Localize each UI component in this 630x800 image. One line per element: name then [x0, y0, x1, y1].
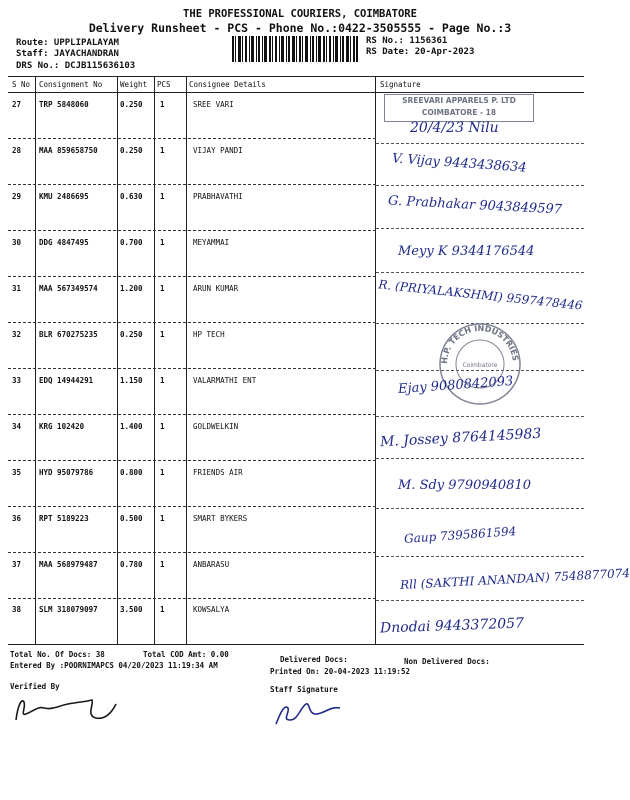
row-divider [8, 322, 376, 323]
row-consignment-no: RPT 5189223 [39, 514, 89, 523]
row-pcs: 1 [160, 238, 165, 247]
row-sno: 38 [12, 605, 22, 614]
total-cod: Total COD Amt: 0.00 [143, 650, 229, 659]
verified-by-label: Verified By [10, 682, 60, 691]
row-pcs: 1 [160, 422, 165, 431]
row-consignee: MEYAMMAI [193, 238, 230, 247]
row-consignee: SMART BYKERS [193, 514, 248, 523]
row-sno: 32 [12, 330, 22, 339]
row-divider [8, 506, 376, 507]
row-sno: 27 [12, 100, 22, 109]
signature-divider [376, 458, 584, 459]
col-header-consignee: Consignee Details [189, 80, 266, 89]
col-divider [186, 76, 187, 644]
row-divider [8, 138, 376, 139]
row-divider [8, 552, 376, 553]
row-consignment-no: EDQ 14944291 [39, 376, 94, 385]
col-header-consignment: Consignment No [39, 80, 103, 89]
row-consignment-no: MAA 567349574 [39, 284, 98, 293]
drs-number: DRS No.: DCJB115636103 [16, 61, 136, 71]
table-bottom-border [8, 644, 584, 645]
signature-divider [376, 143, 584, 144]
signature-divider [376, 228, 584, 229]
signature-row-36: Gaup 7395861594 [403, 524, 517, 546]
row-weight: 0.250 [120, 330, 143, 339]
row-weight: 0.250 [120, 146, 143, 155]
row-pcs: 1 [160, 330, 165, 339]
row-pcs: 1 [160, 376, 165, 385]
row-sno: 37 [12, 560, 22, 569]
row-consignee: PRABHAVATHI [193, 192, 243, 201]
col-header-weight: Weight [120, 80, 148, 89]
signature-divider [376, 185, 584, 186]
row-consignee: VIJAY PANDI [193, 146, 243, 155]
barcode [232, 36, 358, 62]
row-sno: 29 [12, 192, 22, 201]
col-divider [154, 76, 155, 644]
row-sno: 35 [12, 468, 22, 477]
svg-text:H.P. TECH INDUSTRIES [440, 324, 520, 364]
col-header-pcs: PCS [157, 80, 171, 89]
row-weight: 0.780 [120, 560, 143, 569]
row-consignee: VALARMATHI ENT [193, 376, 257, 385]
row-divider [8, 598, 376, 599]
row-weight: 0.700 [120, 238, 143, 247]
staff-signature-scribble [270, 694, 350, 728]
delivered-docs: Delivered Docs: [280, 655, 348, 664]
row-weight: 1.200 [120, 284, 143, 293]
signature-row-30: Meyy K 9344176544 [398, 244, 535, 259]
row-weight: 1.150 [120, 376, 143, 385]
row-pcs: 1 [160, 192, 165, 201]
row-divider [8, 276, 376, 277]
signature-row-31: R. (PRIYALAKSHMI) 9597478446 [377, 277, 584, 313]
row-consignee: ARUN KUMAR [193, 284, 239, 293]
row-pcs: 1 [160, 514, 165, 523]
non-delivered-docs: Non Delivered Docs: [404, 657, 490, 666]
row-divider [8, 414, 376, 415]
signature-divider [376, 556, 584, 557]
table-header-border [8, 92, 584, 93]
company-stamp-hptech [438, 322, 522, 406]
col-header-signature: Signature [380, 80, 421, 89]
row-weight: 0.250 [120, 100, 143, 109]
row-pcs: 1 [160, 284, 165, 293]
rs-number: RS No.: 1156361 [366, 36, 448, 46]
signature-row-29: G. Prabhakar 9043849597 [387, 193, 563, 218]
company-title: THE PROFESSIONAL COURIERS, COIMBATORE [183, 8, 417, 20]
row-consignment-no: DDG 4847495 [39, 238, 89, 247]
row-consignment-no: MAA 568979487 [39, 560, 98, 569]
row-weight: 0.630 [120, 192, 143, 201]
row-divider [8, 460, 376, 461]
signature-row-34: M. Jossey 8764145983 [379, 425, 542, 451]
printed-on: Printed On: 20-04-2023 11:19:52 [270, 667, 410, 676]
row-weight: 0.500 [120, 514, 143, 523]
row-weight: 1.400 [120, 422, 143, 431]
signature-divider [376, 272, 584, 273]
col-header-sno: S No [12, 80, 31, 89]
row-sno: 30 [12, 238, 22, 247]
row-consignment-no: SLM 318079097 [39, 605, 98, 614]
total-docs: Total No. Of Docs: 38 [10, 650, 105, 659]
row-weight: 3.500 [120, 605, 143, 614]
signature-divider [376, 416, 584, 417]
table-top-border [8, 76, 584, 77]
row-pcs: 1 [160, 100, 165, 109]
runsheet-subtitle: Delivery Runsheet - PCS - Phone No.:0422-3505555 - Page No.:3 [88, 21, 512, 35]
row-sno: 34 [12, 422, 22, 431]
signature-divider [376, 600, 584, 601]
stamp-ring-text: H.P. TECH INDUSTRIES [439, 323, 520, 365]
col-divider [117, 76, 118, 644]
row-consignee: ANBARASU [193, 560, 230, 569]
rs-date: RS Date: 20-Apr-2023 [366, 47, 475, 57]
verified-by-signature [12, 694, 122, 728]
row-sno: 31 [12, 284, 22, 293]
staff-signature-label: Staff Signature [270, 685, 338, 694]
row-consignment-no: KMU 2486695 [39, 192, 89, 201]
signature-row-28: V. Vijay 9443438634 [391, 151, 528, 176]
route-label: Route: UPPLIPALAYAM [16, 38, 119, 48]
row-consignee: HP TECH [193, 330, 225, 339]
row-divider [8, 368, 376, 369]
col-divider [375, 76, 376, 644]
staff-label: Staff: JAYACHANDRAN [16, 49, 119, 59]
row-divider [8, 184, 376, 185]
row-consignment-no: HYD 95079786 [39, 468, 94, 477]
stamp-line: SREEVARI APPARELS P. LTD [402, 96, 516, 105]
row-consignment-no: KRG 102420 [39, 422, 85, 431]
stamp-center-text: Coimbatore [462, 362, 498, 369]
row-pcs: 1 [160, 560, 165, 569]
stamp-line: COIMBATORE - 18 [421, 108, 497, 117]
row-pcs: 1 [160, 146, 165, 155]
col-divider [35, 76, 36, 644]
row-consignee: KOWSALYA [193, 605, 230, 614]
row-consignment-no: MAA 859658750 [39, 146, 98, 155]
row-consignment-no: TRP 5848060 [39, 100, 89, 109]
row-sno: 33 [12, 376, 22, 385]
row-sno: 28 [12, 146, 22, 155]
row-pcs: 1 [160, 605, 165, 614]
row-weight: 0.800 [120, 468, 143, 477]
signature-row-38: Dnodai 9443372057 [379, 615, 525, 637]
signature-row-33: Ejay 9080842093 [397, 373, 514, 398]
entered-by: Entered By :POORNIMAPCS 04/20/2023 11:19:34 AM [10, 661, 218, 670]
row-divider [8, 230, 376, 231]
signature-row-27: 20/4/23 Nilu [410, 120, 499, 136]
row-consignee: GOLDWELKIN [193, 422, 239, 431]
signature-row-37: Rll (SAKTHI ANANDAN) 7548877074 [399, 565, 630, 593]
row-sno: 36 [12, 514, 22, 523]
row-pcs: 1 [160, 468, 165, 477]
row-consignee: SREE VARI [193, 100, 234, 109]
row-consignment-no: BLR 670275235 [39, 330, 98, 339]
signature-divider [376, 508, 584, 509]
signature-row-35: M. Sdy 9790940810 [398, 478, 531, 493]
company-stamp-sreevari [384, 94, 534, 122]
row-consignee: FRIENDS AIR [193, 468, 243, 477]
